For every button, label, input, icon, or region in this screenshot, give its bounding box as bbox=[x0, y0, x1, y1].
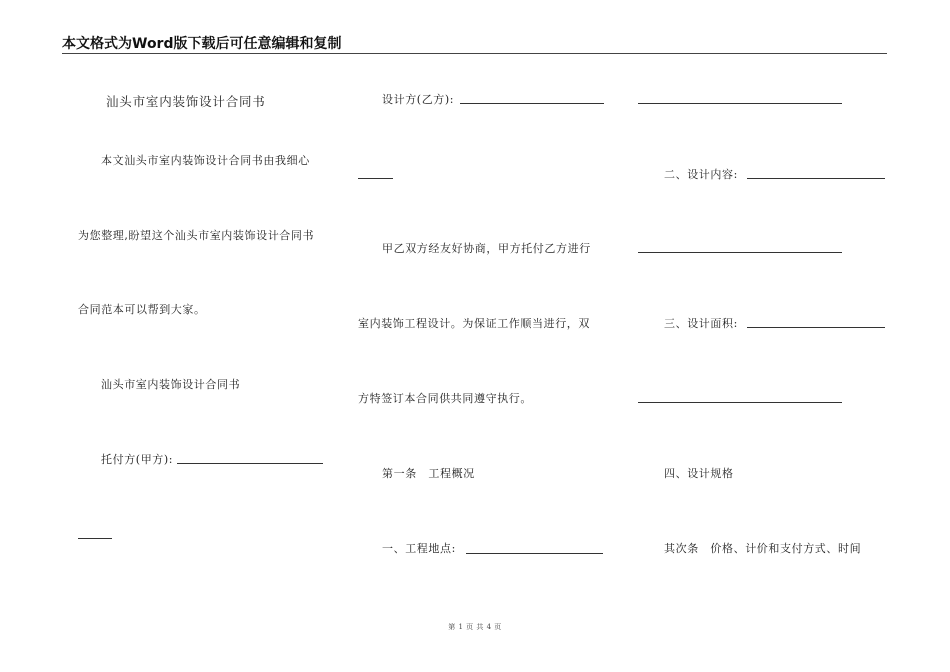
article-1-heading: 第一条 工程概况 bbox=[382, 467, 475, 480]
designer-blank-line bbox=[460, 103, 604, 104]
site-label: 一、工程地点: bbox=[382, 542, 456, 555]
blank-line-col3-3 bbox=[638, 402, 842, 403]
page-number: 第 1 页 共 4 页 bbox=[448, 623, 502, 631]
page-title: 汕头市室内装饰设计合同书 bbox=[106, 94, 266, 109]
design-area-label: 三、设计面积: bbox=[664, 317, 738, 330]
agreement-line-1: 甲乙双方经友好协商，甲方托付乙方进行 bbox=[382, 242, 591, 255]
agreement-line-3: 方特签订本合同供共同遵守执行。 bbox=[358, 392, 532, 405]
site-blank-line bbox=[466, 553, 603, 554]
agreement-line-2: 室内装饰工程设计。为保证工作顺当进行，双 bbox=[358, 317, 590, 330]
contract-title: 汕头市室内装饰设计合同书 bbox=[101, 378, 241, 391]
blank-line-col3-2 bbox=[638, 252, 842, 253]
design-area-blank-line bbox=[747, 327, 885, 328]
intro-line-3: 合同范本可以帮到大家。 bbox=[78, 303, 206, 316]
blank-line-col3-1 bbox=[638, 103, 842, 104]
intro-line-2: 为您整理,盼望这个汕头市室内装饰设计合同书 bbox=[78, 229, 315, 242]
design-spec-heading: 四、设计规格 bbox=[664, 467, 734, 480]
design-content-blank-line bbox=[747, 178, 885, 179]
article-2-heading: 其次条 价格、计价和支付方式、时间 bbox=[664, 542, 862, 555]
client-blank-line bbox=[177, 463, 323, 464]
designer-label: 设计方(乙方): bbox=[382, 93, 455, 106]
designer-blank-line-continued bbox=[358, 178, 393, 179]
client-blank-line-continued bbox=[78, 538, 112, 539]
client-label: 托付方(甲方): bbox=[101, 453, 174, 466]
document-header: 本文格式为Word版下载后可任意编辑和复制 bbox=[62, 36, 342, 52]
design-content-label: 二、设计内容: bbox=[664, 168, 738, 181]
header-rule bbox=[62, 53, 887, 54]
intro-line-1: 本文汕头市室内装饰设计合同书由我细心 bbox=[101, 154, 310, 167]
